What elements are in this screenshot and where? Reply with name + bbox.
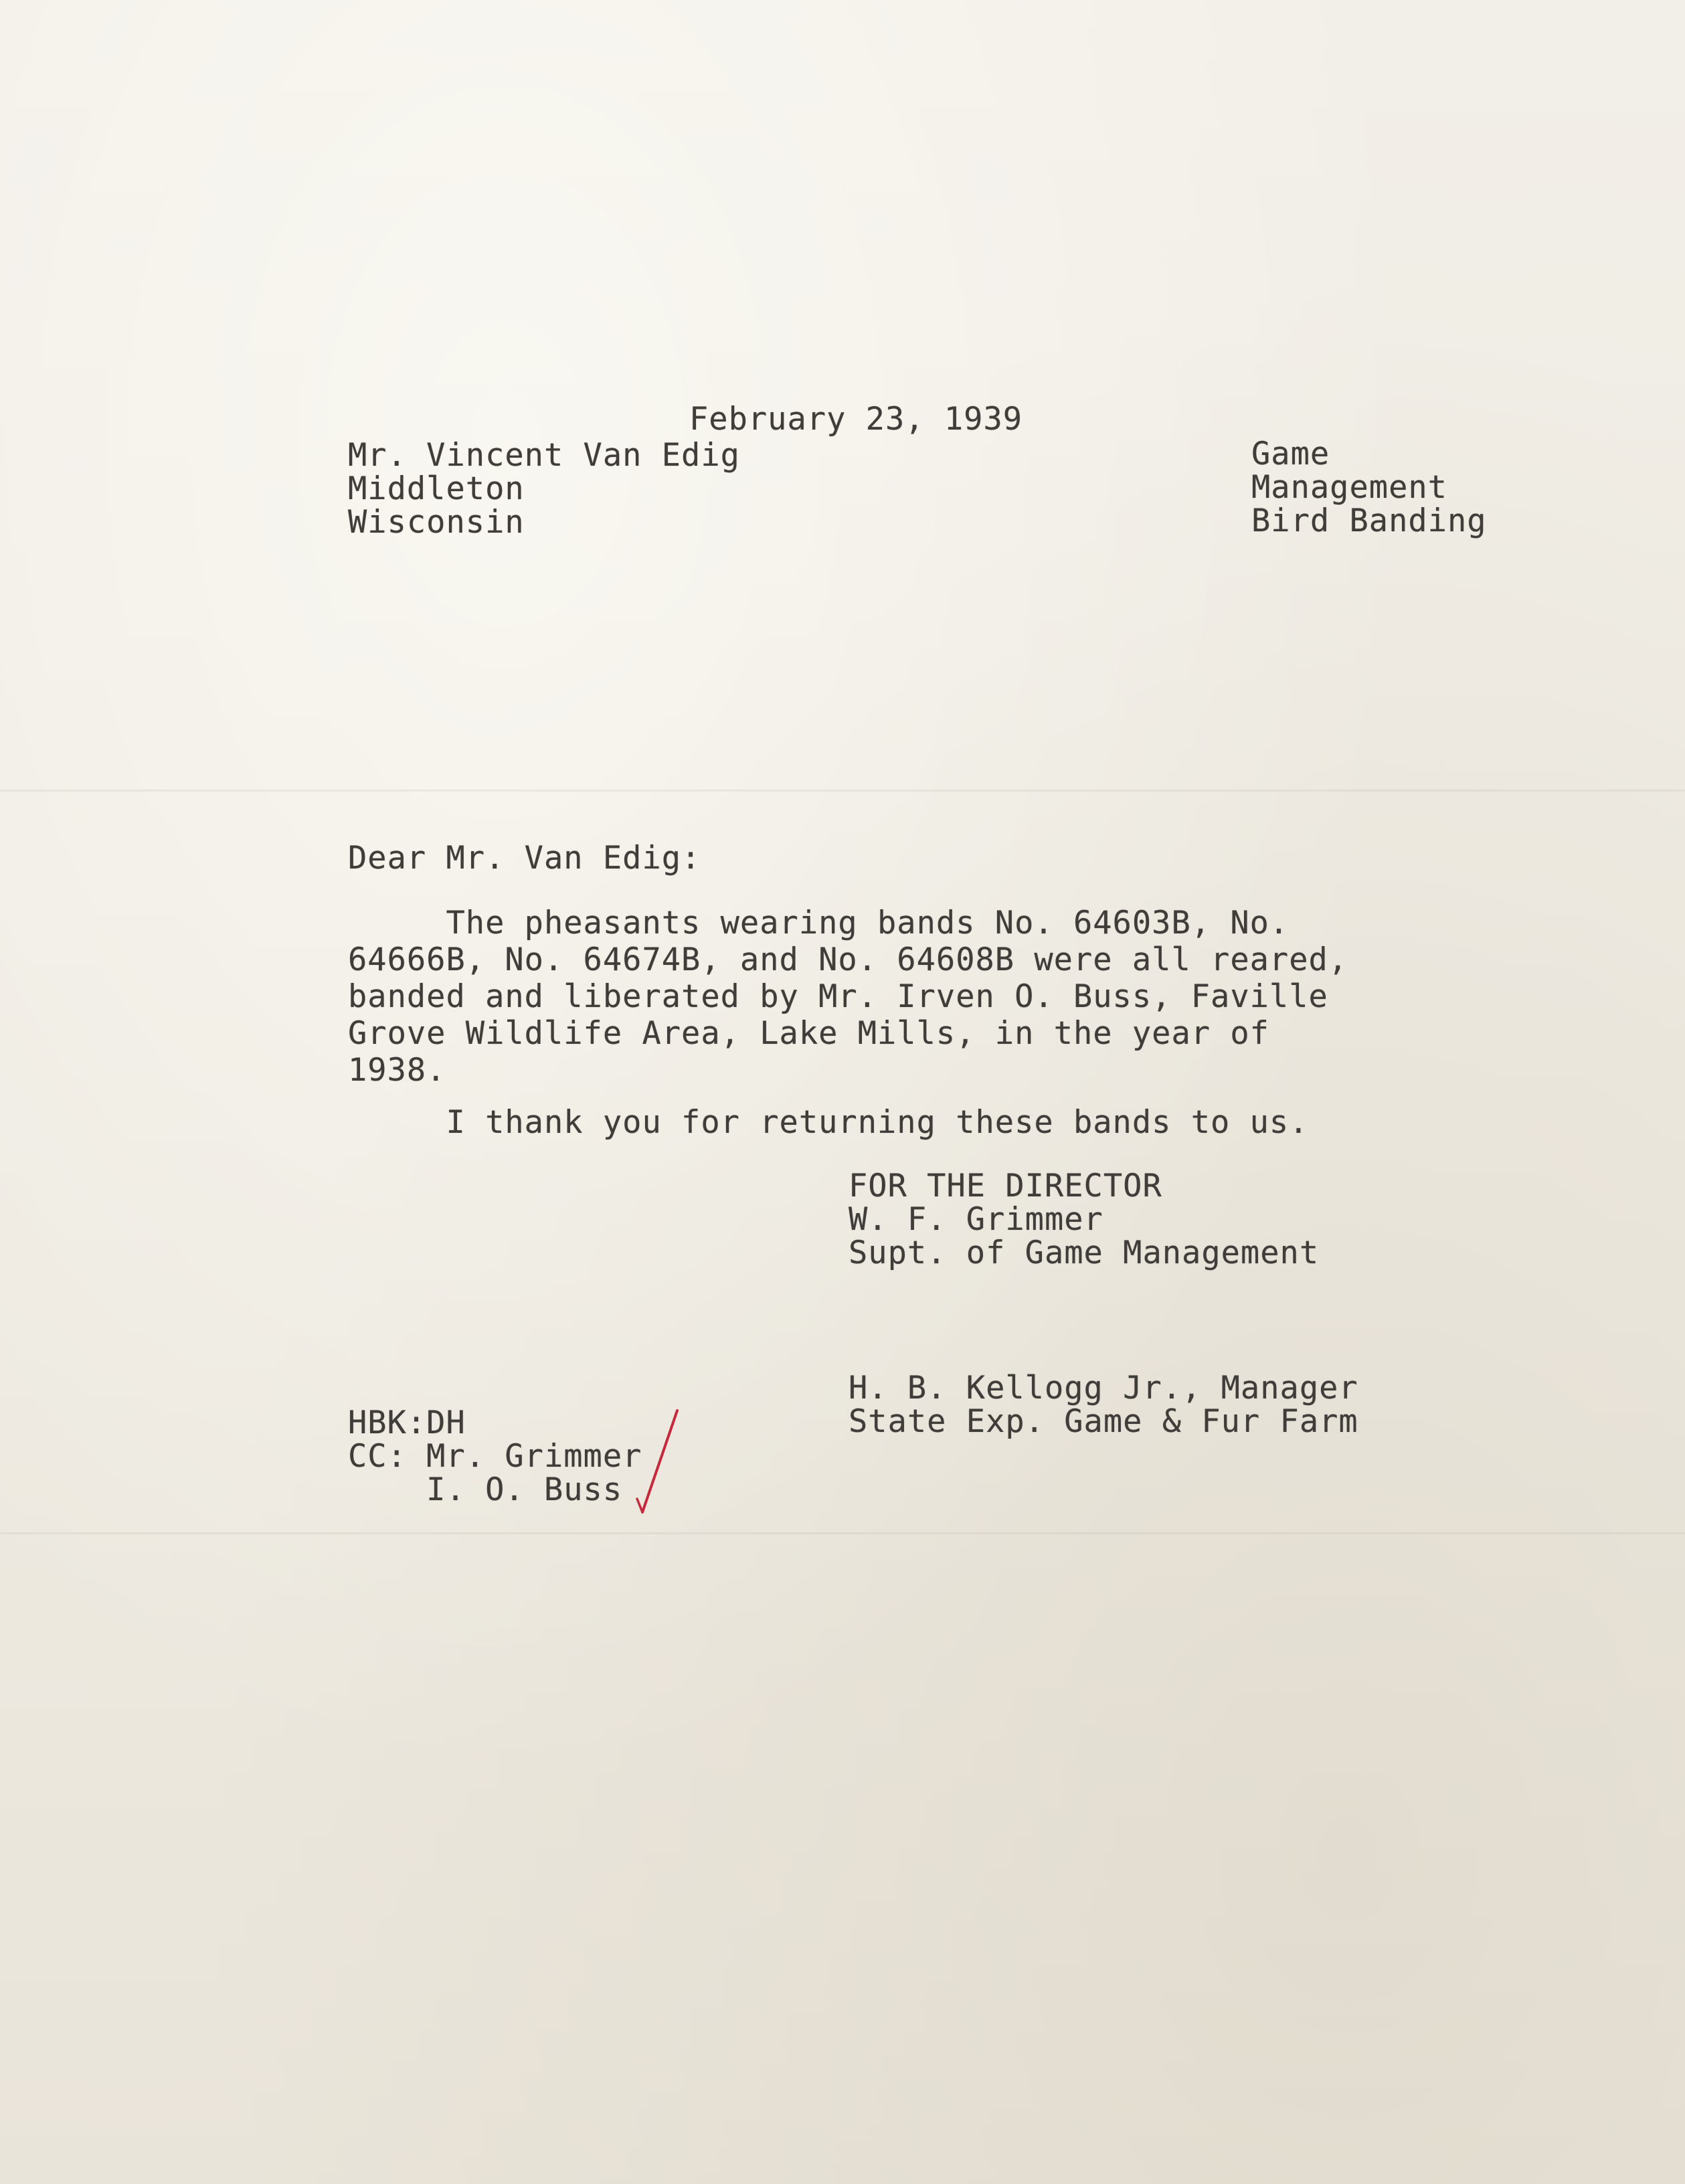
signature-line-2: W. F. Grimmer (849, 1201, 1103, 1238)
reference-initials: HBK:DH (348, 1404, 466, 1441)
letter-date: February 23, 1939 (689, 401, 1023, 438)
paper-fold-line (0, 1532, 1685, 1534)
signature-line-3: Supt. of Game Management (849, 1235, 1320, 1271)
body-line: banded and liberated by Mr. Irven O. Buss, Faville (348, 978, 1328, 1015)
body-line: 64666B, No. 64674B, and No. 64608B were all reared, (348, 941, 1348, 978)
recipient-state: Wisconsin (348, 504, 525, 541)
body-line: The pheasants wearing bands No. 64603B, No. (348, 905, 1290, 941)
signature-line-1: FOR THE DIRECTOR (849, 1168, 1162, 1204)
manager-block (849, 1372, 1358, 1439)
cc-line-1: CC: Mr. Grimmer (348, 1438, 642, 1475)
recipient-address (348, 439, 740, 539)
manager-line-1: H. B. Kellogg Jr., Manager (849, 1370, 1358, 1406)
salutation: Dear Mr. Van Edig: (348, 840, 701, 877)
department-line-2: Management (1251, 469, 1447, 506)
department-line-3: Bird Banding (1251, 503, 1487, 539)
body-paragraph-2: I thank you for returning these bands to us. (348, 1104, 1309, 1141)
red-check-mark-icon (629, 1405, 696, 1519)
body-line: 1938. (348, 1052, 446, 1089)
signature-block (849, 1170, 1319, 1270)
recipient-name: Mr. Vincent Van Edig (348, 437, 740, 474)
department-line-1: Game (1251, 436, 1330, 472)
cc-line-2: I. O. Buss (348, 1471, 623, 1508)
manager-line-2: State Exp. Game & Fur Farm (849, 1403, 1358, 1440)
paper-fold-line (0, 790, 1685, 792)
body-paragraph-1 (348, 905, 1348, 1089)
recipient-city: Middleton (348, 470, 525, 507)
reference-block (348, 1406, 642, 1507)
department-block (1251, 438, 1487, 538)
body-line: Grove Wildlife Area, Lake Mills, in the year of (348, 1015, 1269, 1052)
